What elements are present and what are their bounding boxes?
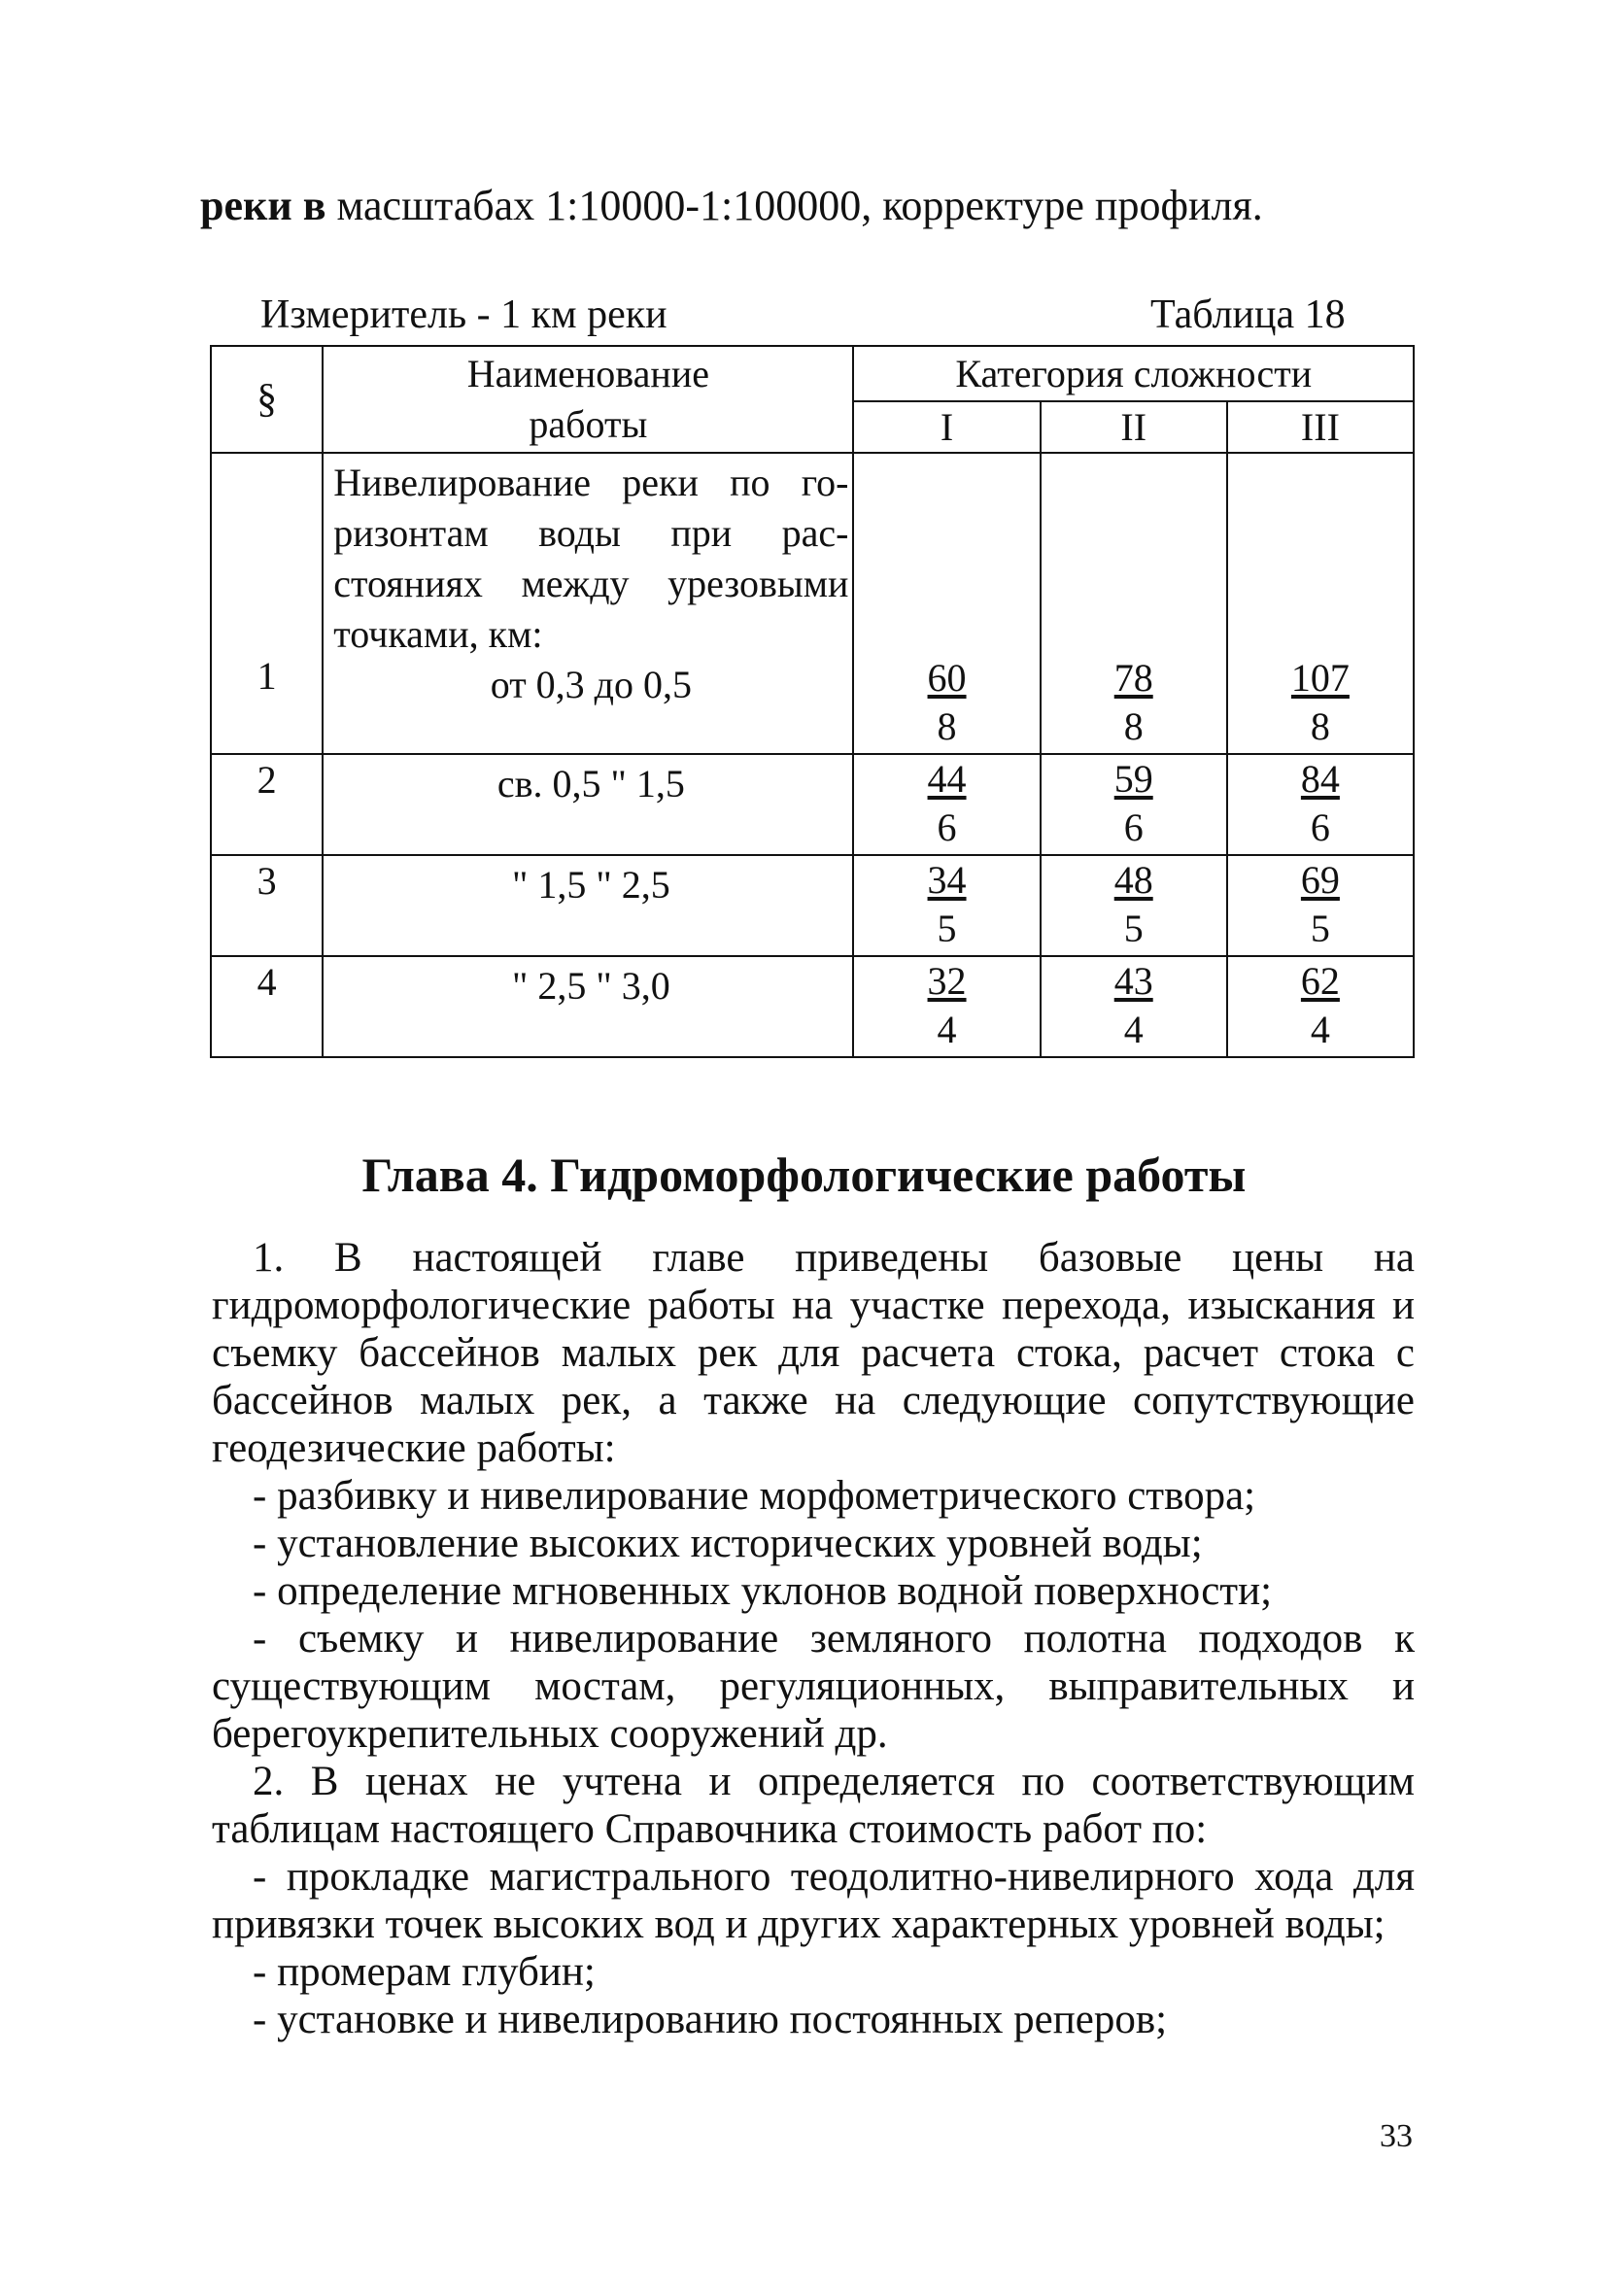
value-cell	[1041, 956, 1227, 1057]
value-top: 59	[1113, 757, 1153, 801]
table-row	[211, 453, 1414, 754]
value-cell	[853, 855, 1040, 956]
value-top: 62	[1300, 959, 1340, 1003]
value-cell	[1227, 453, 1414, 754]
value-bottom: 4	[1123, 1008, 1144, 1051]
value-bottom: 8	[1123, 704, 1144, 748]
intro-rest: масштабах 1:10000-1:100000, корректуре профиля.	[325, 182, 1263, 229]
table-row	[211, 754, 1414, 855]
table-row	[211, 956, 1414, 1057]
intro-line	[200, 181, 1263, 230]
row-range: " 1,5 " 2,5	[512, 863, 670, 907]
value-top: 84	[1300, 757, 1340, 801]
list-item: - разбивку и нивелирование морфометрического створа;	[253, 1473, 1256, 1519]
row-range: от 0,3 до 0,5	[490, 663, 693, 706]
list-item: - съемку и нивелирование земляного полотна подходов к существующим мостам, регуляционных, выправительных и берегоукрепительных сооружений др.	[212, 1616, 1415, 1757]
body-text	[212, 1234, 1415, 2043]
header-cat-3: III	[1227, 401, 1414, 453]
value-cell	[1227, 956, 1414, 1057]
value-bottom: 6	[937, 805, 957, 849]
row-number: 1	[211, 453, 323, 754]
value-top: 44	[927, 757, 967, 801]
value-cell	[1041, 855, 1227, 956]
row-range: " 2,5 " 3,0	[512, 964, 670, 1008]
value-cell	[853, 754, 1040, 855]
value-cell	[1227, 754, 1414, 855]
desc-line: точками, км:	[333, 612, 543, 656]
list-item: - установление высоких исторических уровней воды;	[253, 1521, 1203, 1566]
intro-bold: реки в	[200, 182, 326, 229]
value-top: 60	[927, 656, 967, 700]
header-category: Категория сложности	[853, 346, 1414, 401]
value-bottom: 4	[937, 1008, 957, 1051]
header-name-line1: Наименование	[466, 352, 709, 395]
desc-line: ризонтам воды при рас-	[333, 511, 849, 555]
value-cell	[853, 453, 1040, 754]
value-cell	[1227, 855, 1414, 956]
list-item: - прокладке магистрального теодолитно-нивелирного хода для привязки точек высоких вод и других характерных уровней воды;	[212, 1854, 1415, 1947]
value-top: 32	[927, 959, 967, 1003]
value-top: 78	[1113, 656, 1153, 700]
header-section: §	[211, 346, 323, 453]
header-cat-1: I	[853, 401, 1040, 453]
table-row	[211, 855, 1414, 956]
row-range: св. 0,5 " 1,5	[496, 762, 685, 805]
row-number: 3	[211, 855, 323, 956]
value-bottom: 8	[937, 704, 957, 748]
value-cell	[853, 956, 1040, 1057]
row-name	[323, 956, 853, 1057]
value-top: 48	[1113, 858, 1153, 902]
value-top: 69	[1300, 858, 1340, 902]
header-cat-2: II	[1041, 401, 1227, 453]
desc-line: стояниях между урезовыми	[333, 562, 849, 605]
page-number: 33	[1380, 2118, 1413, 2154]
header-name	[323, 346, 853, 453]
table-number-label: Таблица 18	[1150, 292, 1346, 337]
value-cell	[1041, 453, 1227, 754]
value-bottom: 5	[1123, 907, 1144, 950]
row-number: 2	[211, 754, 323, 855]
paragraph-1: 1. В настоящей главе приведены базовые цены на гидроморфологические работы на участке перехода, изыскания и съемку бассейнов малых рек для расчета стока, расчет стока с бассейнов малых рек, а также на следующие сопутствующие геодезические работы:	[212, 1235, 1415, 1471]
list-item: - промерам глубин;	[253, 1949, 596, 1995]
row-name	[323, 855, 853, 956]
value-top: 34	[927, 858, 967, 902]
value-bottom: 4	[1310, 1008, 1330, 1051]
value-top: 43	[1113, 959, 1153, 1003]
value-top: 107	[1290, 656, 1350, 700]
list-item: - определение мгновенных уклонов водной поверхности;	[253, 1568, 1273, 1614]
header-name-line2: работы	[529, 402, 648, 446]
table-header-row	[211, 346, 1414, 401]
chapter-title: Глава 4. Гидроморфологические работы	[361, 1148, 1247, 1202]
price-table	[210, 345, 1415, 1058]
value-cell	[1041, 754, 1227, 855]
paragraph-2: 2. В ценах не учтена и определяется по соответствующим таблицам настоящего Справочника стоимость работ по:	[212, 1759, 1415, 1852]
value-bottom: 8	[1310, 704, 1330, 748]
value-bottom: 5	[937, 907, 957, 950]
value-bottom: 6	[1310, 805, 1330, 849]
value-bottom: 6	[1123, 805, 1144, 849]
row-name	[323, 754, 853, 855]
row-number: 4	[211, 956, 323, 1057]
value-bottom: 5	[1310, 907, 1330, 950]
list-item: - установке и нивелированию постоянных реперов;	[253, 1997, 1168, 2042]
desc-line: Нивелирование реки по го-	[333, 461, 849, 504]
table-meter-label: Измеритель - 1 км реки	[260, 292, 667, 337]
row-name	[323, 453, 853, 754]
